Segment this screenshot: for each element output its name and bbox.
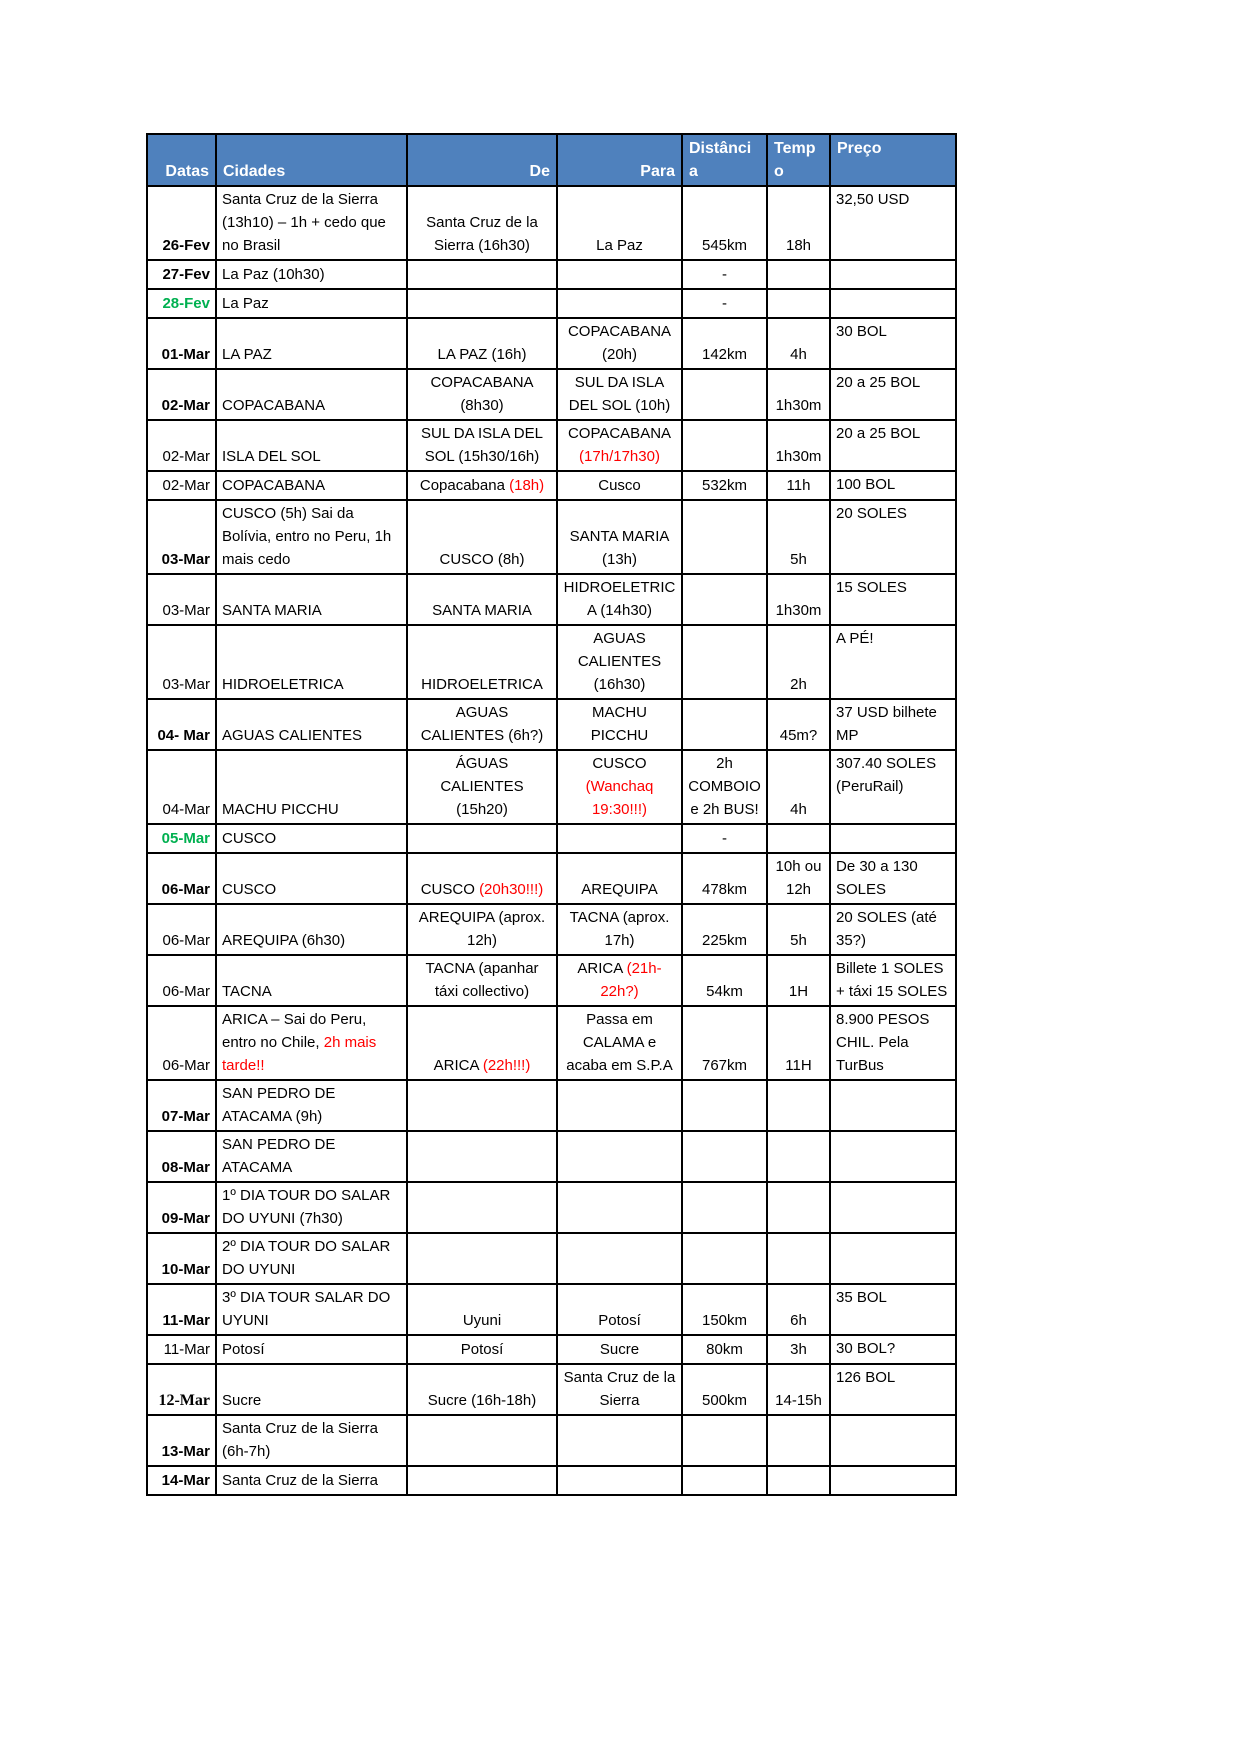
cell-para: SUL DA ISLA DEL SOL (10h) [557,369,682,420]
cell-de [407,1131,557,1182]
cell-text: (22h!!!) [482,1057,531,1074]
cell-datas [147,1284,216,1335]
cell-de [407,853,557,904]
table-row [147,1006,956,1080]
cell-distancia: 225km [682,904,767,955]
itinerary-table [146,133,957,1496]
cell-preco: De 30 a 130 SOLES [830,853,956,904]
cell-preco: 30 BOL [830,318,956,369]
cell-tempo: 45m? [767,699,830,750]
cell-cidades: AREQUIPA (6h30) [216,904,407,955]
cell-text: CUSCO [592,755,647,772]
cell-tempo: 11h [767,471,830,500]
column-header-distancia: Distância [682,134,767,186]
cell-para: Passa em CALAMA e acaba em S.P.A [557,1006,682,1080]
cell-text: (17h/17h30) [579,448,660,465]
cell-distancia [682,369,767,420]
cell-text: COPACABANA [567,425,672,442]
cell-preco: 20 a 25 BOL [830,369,956,420]
cell-text: 03-Mar [162,602,210,619]
cell-preco: 100 BOL [830,471,956,500]
cell-distancia: 150km [682,1284,767,1335]
cell-de: AREQUIPA (aprox. 12h) [407,904,557,955]
cell-para: Sucre [557,1335,682,1364]
cell-de: CUSCO (8h) [407,500,557,574]
table-body [147,186,956,1495]
cell-text: CUSCO [420,881,480,898]
cell-datas [147,1364,216,1415]
cell-text: 07-Mar [161,1108,210,1125]
cell-distancia: 54km [682,955,767,1006]
cell-cidades: Potosí [216,1335,407,1364]
cell-preco: 32,50 USD [830,186,956,260]
cell-de: SUL DA ISLA DEL SOL (15h30/16h) [407,420,557,471]
cell-preco: A PÉ! [830,625,956,699]
cell-para: SANTA MARIA (13h) [557,500,682,574]
cell-datas [147,750,216,824]
cell-de: Potosí [407,1335,557,1364]
cell-de [407,1006,557,1080]
cell-tempo: 18h [767,186,830,260]
cell-tempo: 1h30m [767,420,830,471]
cell-para: COPACABANA (20h) [557,318,682,369]
cell-datas [147,699,216,750]
cell-datas [147,369,216,420]
cell-preco [830,1131,956,1182]
cell-tempo: 5h [767,904,830,955]
cell-preco [830,1415,956,1466]
cell-cidades: Santa Cruz de la Sierra (6h-7h) [216,1415,407,1466]
cell-text: 06-Mar [161,881,210,898]
cell-para: Potosí [557,1284,682,1335]
cell-tempo [767,1182,830,1233]
table-row [147,289,956,318]
cell-datas [147,289,216,318]
cell-para: TACNA (aprox. 17h) [557,904,682,955]
cell-preco: 35 BOL [830,1284,956,1335]
cell-tempo: 5h [767,500,830,574]
cell-de: COPACABANA (8h30) [407,369,557,420]
cell-preco: 307.40 SOLES (PeruRail) [830,750,956,824]
cell-tempo [767,1233,830,1284]
cell-distancia: 142km [682,318,767,369]
cell-para [557,260,682,289]
cell-tempo [767,260,830,289]
cell-para [557,1233,682,1284]
cell-para [557,824,682,853]
cell-de [407,1415,557,1466]
cell-tempo [767,1080,830,1131]
cell-para: AREQUIPA [557,853,682,904]
cell-de [407,289,557,318]
cell-cidades: 2º DIA TOUR DO SALAR DO UYUNI [216,1233,407,1284]
cell-para [557,1080,682,1131]
cell-text: 28-Fev [162,295,210,312]
cell-de: Uyuni [407,1284,557,1335]
cell-text: 13-Mar [161,1443,210,1460]
cell-tempo [767,1466,830,1495]
cell-text: 10-Mar [161,1261,210,1278]
table-row [147,186,956,260]
cell-preco: 30 BOL? [830,1335,956,1364]
cell-de: ÁGUAS CALIENTES (15h20) [407,750,557,824]
cell-tempo [767,1131,830,1182]
cell-datas [147,500,216,574]
cell-de [407,1080,557,1131]
cell-distancia [682,1131,767,1182]
cell-para: MACHU PICCHU [557,699,682,750]
cell-preco [830,260,956,289]
cell-text: 06-Mar [162,932,210,949]
cell-datas [147,318,216,369]
cell-para: HIDROELETRICA (14h30) [557,574,682,625]
cell-de [407,1233,557,1284]
cell-preco [830,1080,956,1131]
cell-preco: 8.900 PESOS CHIL. Pela TurBus [830,1006,956,1080]
cell-cidades: MACHU PICCHU [216,750,407,824]
cell-text: 06-Mar [162,1057,210,1074]
cell-tempo: 2h [767,625,830,699]
cell-preco: 20 a 25 BOL [830,420,956,471]
cell-text: 08-Mar [161,1159,210,1176]
cell-cidades: CUSCO (5h) Sai da Bolívia, entro no Peru, 1h mais cedo [216,500,407,574]
cell-datas [147,853,216,904]
cell-tempo: 4h [767,318,830,369]
cell-de: TACNA (apanhar táxi collectivo) [407,955,557,1006]
column-header-de: De [407,134,557,186]
table-row [147,625,956,699]
cell-de [407,1182,557,1233]
cell-tempo: 4h [767,750,830,824]
cell-tempo: 11H [767,1006,830,1080]
cell-datas [147,186,216,260]
cell-datas [147,471,216,500]
cell-preco: 20 SOLES [830,500,956,574]
cell-datas [147,1131,216,1182]
cell-datas [147,1080,216,1131]
cell-text: 09-Mar [161,1210,210,1227]
cell-cidades: TACNA [216,955,407,1006]
cell-cidades: SANTA MARIA [216,574,407,625]
table-row [147,500,956,574]
column-header-tempo: Tempo [767,134,830,186]
cell-text: 04-Mar [162,801,210,818]
table-row [147,574,956,625]
cell-cidades: SAN PEDRO DE ATACAMA [216,1131,407,1182]
cell-text: 12-Mar [158,1392,210,1409]
cell-distancia: - [682,824,767,853]
cell-distancia: 532km [682,471,767,500]
cell-tempo [767,289,830,318]
cell-distancia [682,574,767,625]
cell-para [557,1131,682,1182]
table-row [147,1364,956,1415]
table-row [147,1284,956,1335]
table-row [147,1466,956,1495]
cell-text: 26-Fev [162,237,210,254]
cell-preco: 20 SOLES (até 35?) [830,904,956,955]
table-header-row [147,134,956,186]
cell-para [557,955,682,1006]
cell-distancia [682,1466,767,1495]
cell-de: SANTA MARIA [407,574,557,625]
cell-text: 06-Mar [162,983,210,1000]
cell-text: 03-Mar [162,676,210,693]
cell-cidades: CUSCO [216,824,407,853]
cell-preco [830,824,956,853]
cell-cidades: CUSCO [216,853,407,904]
cell-datas [147,824,216,853]
cell-tempo [767,1415,830,1466]
cell-distancia [682,1182,767,1233]
cell-distancia: - [682,260,767,289]
cell-text: 02-Mar [162,448,210,465]
cell-para [557,289,682,318]
cell-text: Copacabana [419,477,510,494]
cell-cidades: LA PAZ [216,318,407,369]
cell-datas [147,574,216,625]
cell-datas [147,1182,216,1233]
cell-text: ARICA [577,960,627,977]
table-row [147,260,956,289]
cell-datas [147,955,216,1006]
cell-cidades [216,1006,407,1080]
cell-datas [147,625,216,699]
cell-tempo: 1h30m [767,369,830,420]
cell-tempo: 1H [767,955,830,1006]
table-row [147,1182,956,1233]
cell-tempo: 1h30m [767,574,830,625]
cell-cidades: SAN PEDRO DE ATACAMA (9h) [216,1080,407,1131]
column-header-cidades: Cidades [216,134,407,186]
cell-datas [147,1335,216,1364]
cell-text: (18h) [509,477,545,494]
cell-para [557,750,682,824]
cell-tempo: 6h [767,1284,830,1335]
table-row [147,1233,956,1284]
cell-tempo [767,824,830,853]
cell-datas [147,1415,216,1466]
cell-distancia: 80km [682,1335,767,1364]
table-row [147,955,956,1006]
cell-cidades: La Paz [216,289,407,318]
cell-datas [147,1233,216,1284]
cell-preco [830,1233,956,1284]
cell-para [557,1466,682,1495]
cell-cidades: Santa Cruz de la Sierra [216,1466,407,1495]
cell-para [557,1182,682,1233]
cell-text: 01-Mar [161,346,210,363]
cell-cidades: COPACABANA [216,471,407,500]
cell-datas [147,260,216,289]
cell-datas [147,1466,216,1495]
cell-datas [147,904,216,955]
cell-para: La Paz [557,186,682,260]
cell-cidades: Santa Cruz de la Sierra (13h10) – 1h + cedo que no Brasil [216,186,407,260]
cell-text: 02-Mar [161,397,210,414]
cell-para [557,420,682,471]
column-header-para: Para [557,134,682,186]
cell-cidades: La Paz (10h30) [216,260,407,289]
cell-preco [830,1182,956,1233]
cell-distancia: 500km [682,1364,767,1415]
itinerary-sheet [146,133,957,1496]
cell-text: (Wanchaq 19:30!!!) [585,778,654,818]
table-row [147,853,956,904]
cell-para [557,1415,682,1466]
table-header [147,134,956,186]
table-row [147,699,956,750]
cell-text: 03-Mar [161,551,210,568]
cell-text: 02-Mar [162,477,210,494]
table-row [147,1131,956,1182]
cell-de [407,1466,557,1495]
table-row [147,420,956,471]
cell-distancia: - [682,289,767,318]
cell-de: Santa Cruz de la Sierra (16h30) [407,186,557,260]
cell-text: 05-Mar [161,830,210,847]
cell-tempo: 3h [767,1335,830,1364]
cell-para: AGUAS CALIENTES (16h30) [557,625,682,699]
cell-text: (21h-22h?) [600,960,662,1000]
cell-distancia [682,1233,767,1284]
cell-text: 27-Fev [162,266,210,283]
cell-cidades: Sucre [216,1364,407,1415]
cell-text: 11-Mar [162,1312,210,1329]
cell-distancia [682,625,767,699]
cell-distancia [682,420,767,471]
column-header-preco: Preço [830,134,956,186]
cell-para: Cusco [557,471,682,500]
cell-tempo: 14-15h [767,1364,830,1415]
cell-text: 2h mais tarde!! [222,1034,377,1074]
cell-text: 04- Mar [157,727,210,744]
cell-text: ARICA [433,1057,483,1074]
cell-cidades: COPACABANA [216,369,407,420]
table-row [147,1335,956,1364]
cell-distancia: 767km [682,1006,767,1080]
cell-text: ARICA – Sai do Peru, entro no Chile, [222,1011,367,1051]
cell-cidades: AGUAS CALIENTES [216,699,407,750]
cell-preco [830,289,956,318]
table-row [147,904,956,955]
cell-de [407,260,557,289]
cell-preco: Billete 1 SOLES + táxi 15 SOLES [830,955,956,1006]
table-row [147,1415,956,1466]
cell-distancia: 478km [682,853,767,904]
cell-text: 14-Mar [161,1472,210,1489]
table-row [147,824,956,853]
cell-para: Santa Cruz de la Sierra [557,1364,682,1415]
cell-de [407,471,557,500]
cell-distancia: 545km [682,186,767,260]
cell-cidades: HIDROELETRICA [216,625,407,699]
cell-preco: 126 BOL [830,1364,956,1415]
cell-text: 11-Mar [163,1341,210,1358]
table-row [147,369,956,420]
cell-text: (20h30!!!) [479,881,544,898]
cell-cidades: ISLA DEL SOL [216,420,407,471]
table-row [147,318,956,369]
cell-preco: 37 USD bilhete MP [830,699,956,750]
cell-preco [830,1466,956,1495]
cell-tempo: 10h ou 12h [767,853,830,904]
cell-de: AGUAS CALIENTES (6h?) [407,699,557,750]
table-row [147,471,956,500]
column-header-datas: Datas [147,134,216,186]
cell-datas [147,1006,216,1080]
cell-preco: 15 SOLES [830,574,956,625]
cell-de: Sucre (16h-18h) [407,1364,557,1415]
cell-distancia [682,1415,767,1466]
cell-cidades: 3º DIA TOUR SALAR DO UYUNI [216,1284,407,1335]
cell-distancia [682,500,767,574]
cell-de: LA PAZ (16h) [407,318,557,369]
cell-de [407,824,557,853]
cell-distancia [682,1080,767,1131]
cell-cidades: 1º DIA TOUR DO SALAR DO UYUNI (7h30) [216,1182,407,1233]
cell-de: HIDROELETRICA [407,625,557,699]
cell-distancia: 2h COMBOIO e 2h BUS! [682,750,767,824]
table-row [147,1080,956,1131]
cell-datas [147,420,216,471]
cell-distancia [682,699,767,750]
table-row [147,750,956,824]
